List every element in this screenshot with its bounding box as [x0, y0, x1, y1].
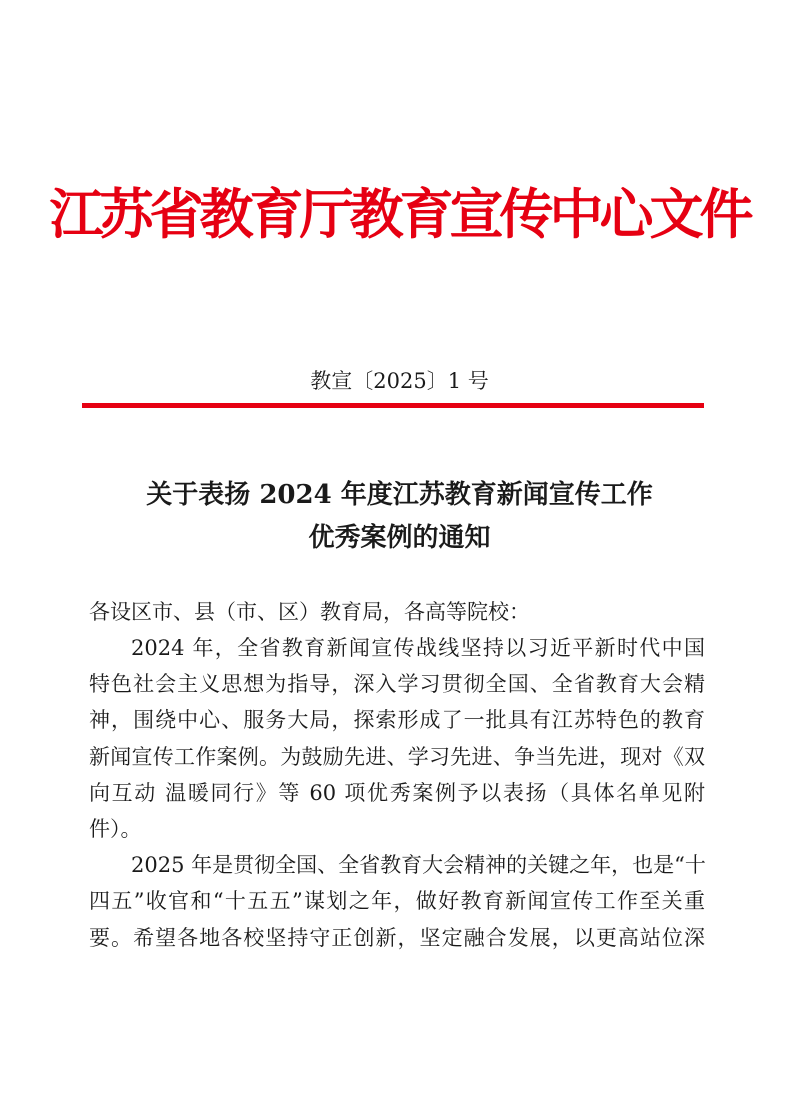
- body-line: 特色社会主义思想为指导，深入学习贯彻全国、全省教育大会精: [89, 672, 705, 697]
- body-line: 神，围绕中心、服务大局，探索形成了一批具有江苏特色的教育: [89, 708, 705, 733]
- body-line: 2024 年，全省教育新闻宣传战线坚持以习近平新时代中国: [131, 636, 705, 660]
- body-line: 2025 年是贯彻全国、全省教育大会精神的关键之年，也是“十: [131, 853, 706, 878]
- body-line: 四五”收官和“十五五”谋划之年，做好教育新闻宣传工作至关重: [89, 889, 705, 914]
- body-line: 新闻宣传工作案例。为鼓励先进、学习先进、争当先进，现对《双: [89, 744, 705, 769]
- body-line: 件）。: [89, 816, 142, 841]
- issuer-header: 江苏省教育厅教育宣传中心文件: [49, 183, 750, 246]
- title-line-1: 关于表扬 2024 年度江苏教育新闻宣传工作: [146, 480, 653, 510]
- document-number: 教宣〔2025〕1 号: [310, 369, 489, 393]
- body-text: [89, 630, 705, 956]
- notice-title: [0, 474, 799, 560]
- body-line: 要。希望各地各校坚持守正创新，坚定融合发展，以更高站位深: [89, 925, 705, 950]
- addressee: 各设区市、县（市、区）教育局，各高等院校：: [89, 600, 530, 624]
- title-line-2: 优秀案例的通知: [308, 523, 491, 553]
- red-separator-line: [82, 403, 704, 408]
- body-line: 向互动 温暖同行》等 60 项优秀案例予以表扬（具体名单见附: [89, 780, 705, 805]
